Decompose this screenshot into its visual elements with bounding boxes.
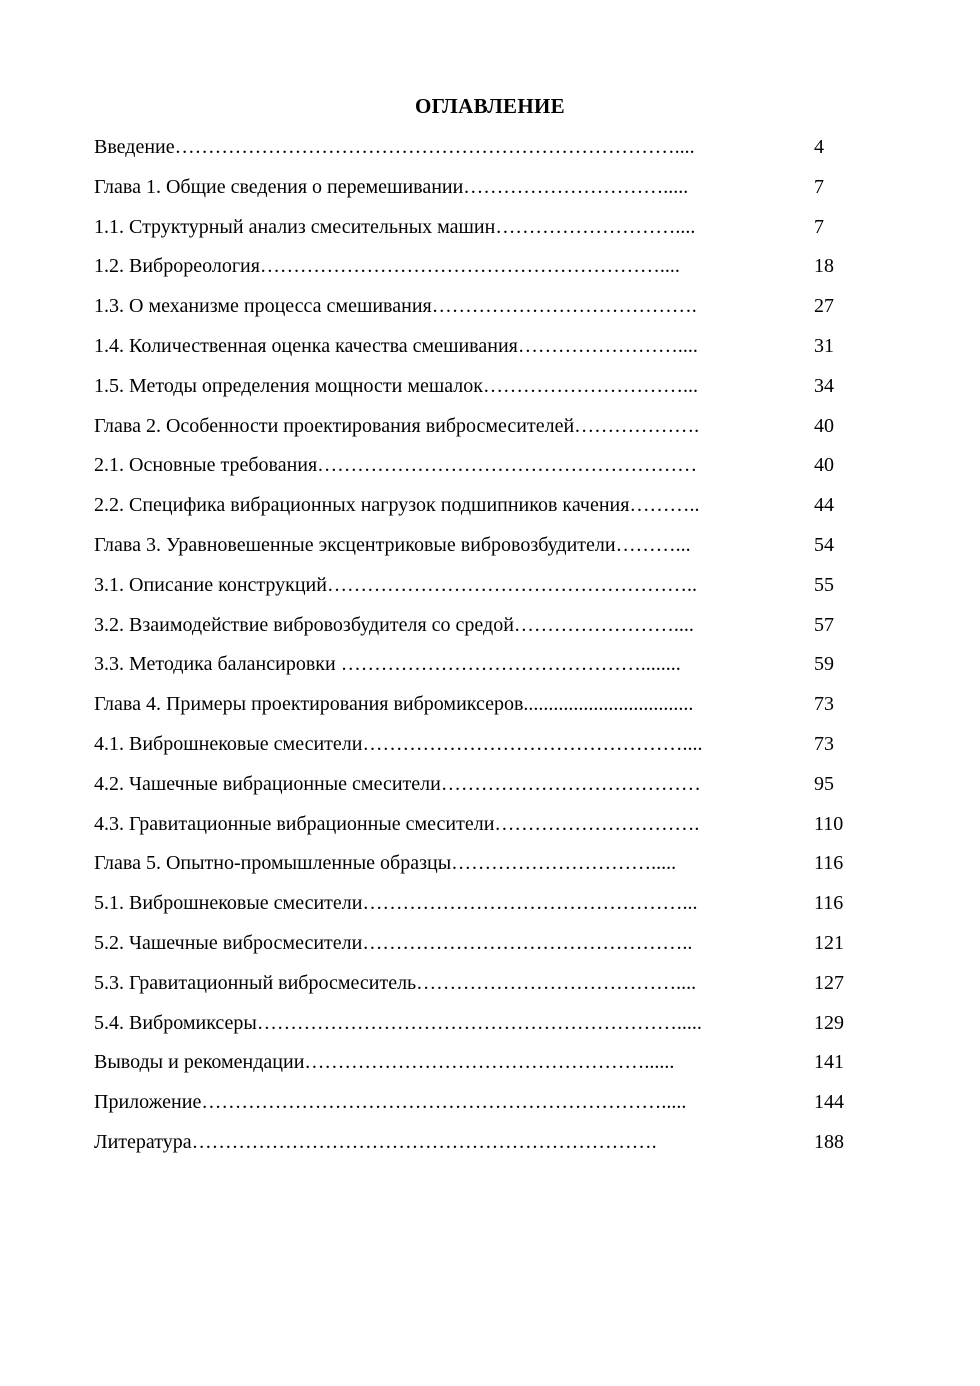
toc-entry-title: 1.1. Структурный анализ смесительных машин……………………….... bbox=[94, 215, 696, 238]
toc-entry-page-number: 7 bbox=[814, 175, 824, 198]
toc-entry bbox=[94, 367, 874, 407]
toc-entry bbox=[94, 1083, 874, 1123]
toc-entry-title: 2.1. Основные требования………………………………………………… bbox=[94, 454, 698, 477]
toc-entry bbox=[94, 685, 874, 725]
toc-entry-title: Глава 1. Общие сведения о перемешивании…………………………..... bbox=[94, 175, 689, 198]
toc-entry-title: 4.3. Гравитационные вибрационные смесители…………………………. bbox=[94, 812, 700, 835]
toc-entry-page-number: 40 bbox=[814, 414, 834, 437]
toc-entry bbox=[94, 526, 874, 566]
toc-entry bbox=[94, 844, 874, 884]
toc-entry-page-number: 55 bbox=[814, 573, 834, 596]
toc-entry-title: Введение………………………………………………………………….... bbox=[94, 136, 695, 158]
toc-entry-title: 2.2. Специфика вибрационных нагрузок подшипников качения……….. bbox=[94, 494, 700, 517]
toc-entry-title: 3.1. Описание конструкций……………………………………………….. bbox=[94, 573, 697, 596]
toc-entry-title: Глава 3. Уравновешенные эксцентриковые вибровозбудители………... bbox=[94, 533, 691, 556]
toc-entry bbox=[94, 287, 874, 327]
toc-entry bbox=[94, 407, 874, 447]
toc-entry-title: 1.3. О механизме процесса смешивания…………………………………. bbox=[94, 295, 697, 318]
toc-entry-title: Глава 4. Примеры проектирования вибромиксеров.................................. bbox=[94, 693, 694, 716]
toc-entry bbox=[94, 1043, 874, 1083]
toc-entry-title: 1.2. Виброреология…………………………………………………….... bbox=[94, 255, 680, 278]
toc-entry-title: 3.2. Взаимодействие вибровозбудителя со средой…………………….... bbox=[94, 613, 694, 636]
toc-entry bbox=[94, 168, 874, 208]
toc-entry-page-number: 34 bbox=[814, 374, 834, 397]
toc-entry-title: Литература……………………………………………………………. bbox=[94, 1130, 657, 1153]
toc-entry bbox=[94, 606, 874, 646]
page-title: ОГЛАВЛЕНИЕ bbox=[415, 94, 565, 118]
toc-entry bbox=[94, 128, 874, 168]
toc-entry-page-number: 27 bbox=[814, 295, 834, 318]
toc-entry-page-number: 110 bbox=[814, 812, 844, 835]
toc-entry-title: Глава 5. Опытно-промышленные образцы…………………………..... bbox=[94, 852, 677, 875]
toc-entry-page-number: 4 bbox=[814, 136, 824, 158]
toc-entry bbox=[94, 247, 874, 287]
toc-entry-page-number: 40 bbox=[814, 454, 834, 477]
toc-entry-page-number: 116 bbox=[814, 852, 844, 875]
toc-entry-title: 3.3. Методика балансировки ………………………………………........ bbox=[94, 653, 681, 676]
toc-list bbox=[94, 128, 874, 1163]
toc-entry-page-number: 121 bbox=[814, 931, 844, 954]
toc-entry bbox=[94, 1004, 874, 1044]
toc-entry-title: 5.4. Вибромиксеры………………………………………………………..... bbox=[94, 1011, 702, 1034]
toc-entry-title: 1.4. Количественная оценка качества смешивания…………………….... bbox=[94, 334, 698, 357]
toc-entry-page-number: 129 bbox=[814, 1011, 844, 1034]
toc-entry-page-number: 116 bbox=[814, 892, 844, 915]
toc-entry bbox=[94, 884, 874, 924]
toc-entry-title: 4.1. Виброшнековые смесители………………………………………….... bbox=[94, 732, 703, 755]
toc-entry-page-number: 44 bbox=[814, 494, 834, 517]
toc-entry bbox=[94, 645, 874, 685]
toc-entry bbox=[94, 446, 874, 486]
toc-entry-page-number: 7 bbox=[814, 215, 824, 238]
toc-entry bbox=[94, 1123, 874, 1163]
toc-entry-title: 5.2. Чашечные вибросмесители………………………………………….. bbox=[94, 931, 693, 954]
toc-entry-title: Глава 2. Особенности проектирования вибросмесителей………………. bbox=[94, 414, 700, 437]
toc-entry bbox=[94, 924, 874, 964]
toc-entry-title: 5.3. Гравитационный вибросмеситель………………………………….... bbox=[94, 971, 697, 994]
toc-entry bbox=[94, 725, 874, 765]
toc-entry-page-number: 57 bbox=[814, 613, 834, 636]
toc-entry-title: 1.5. Методы определения мощности мешалок…………………………... bbox=[94, 374, 699, 397]
toc-entry-page-number: 18 bbox=[814, 255, 834, 278]
toc-entry-title: 4.2. Чашечные вибрационные смесители………………………………… bbox=[94, 772, 701, 795]
toc-entry bbox=[94, 327, 874, 367]
toc-entry bbox=[94, 805, 874, 845]
toc-entry bbox=[94, 208, 874, 248]
toc-entry-page-number: 73 bbox=[814, 693, 834, 716]
toc-entry-title: Выводы и рекомендации……………………………………………...... bbox=[94, 1051, 675, 1074]
toc-entry-page-number: 59 bbox=[814, 653, 834, 676]
toc-entry-page-number: 95 bbox=[814, 772, 834, 795]
toc-entry-title: Приложение……………………………………………………………..... bbox=[94, 1091, 687, 1114]
toc-entry-page-number: 127 bbox=[814, 971, 844, 994]
toc-entry-page-number: 188 bbox=[814, 1130, 844, 1153]
toc-entry-page-number: 54 bbox=[814, 533, 834, 556]
toc-entry bbox=[94, 765, 874, 805]
toc-entry-page-number: 141 bbox=[814, 1051, 844, 1074]
toc-entry bbox=[94, 964, 874, 1004]
toc-entry-title: 5.1. Виброшнековые смесители…………………………………………... bbox=[94, 892, 698, 915]
toc-entry bbox=[94, 566, 874, 606]
toc-entry-page-number: 144 bbox=[814, 1091, 844, 1114]
toc-entry-page-number: 31 bbox=[814, 334, 834, 357]
toc-entry bbox=[94, 486, 874, 526]
toc-entry-page-number: 73 bbox=[814, 732, 834, 755]
